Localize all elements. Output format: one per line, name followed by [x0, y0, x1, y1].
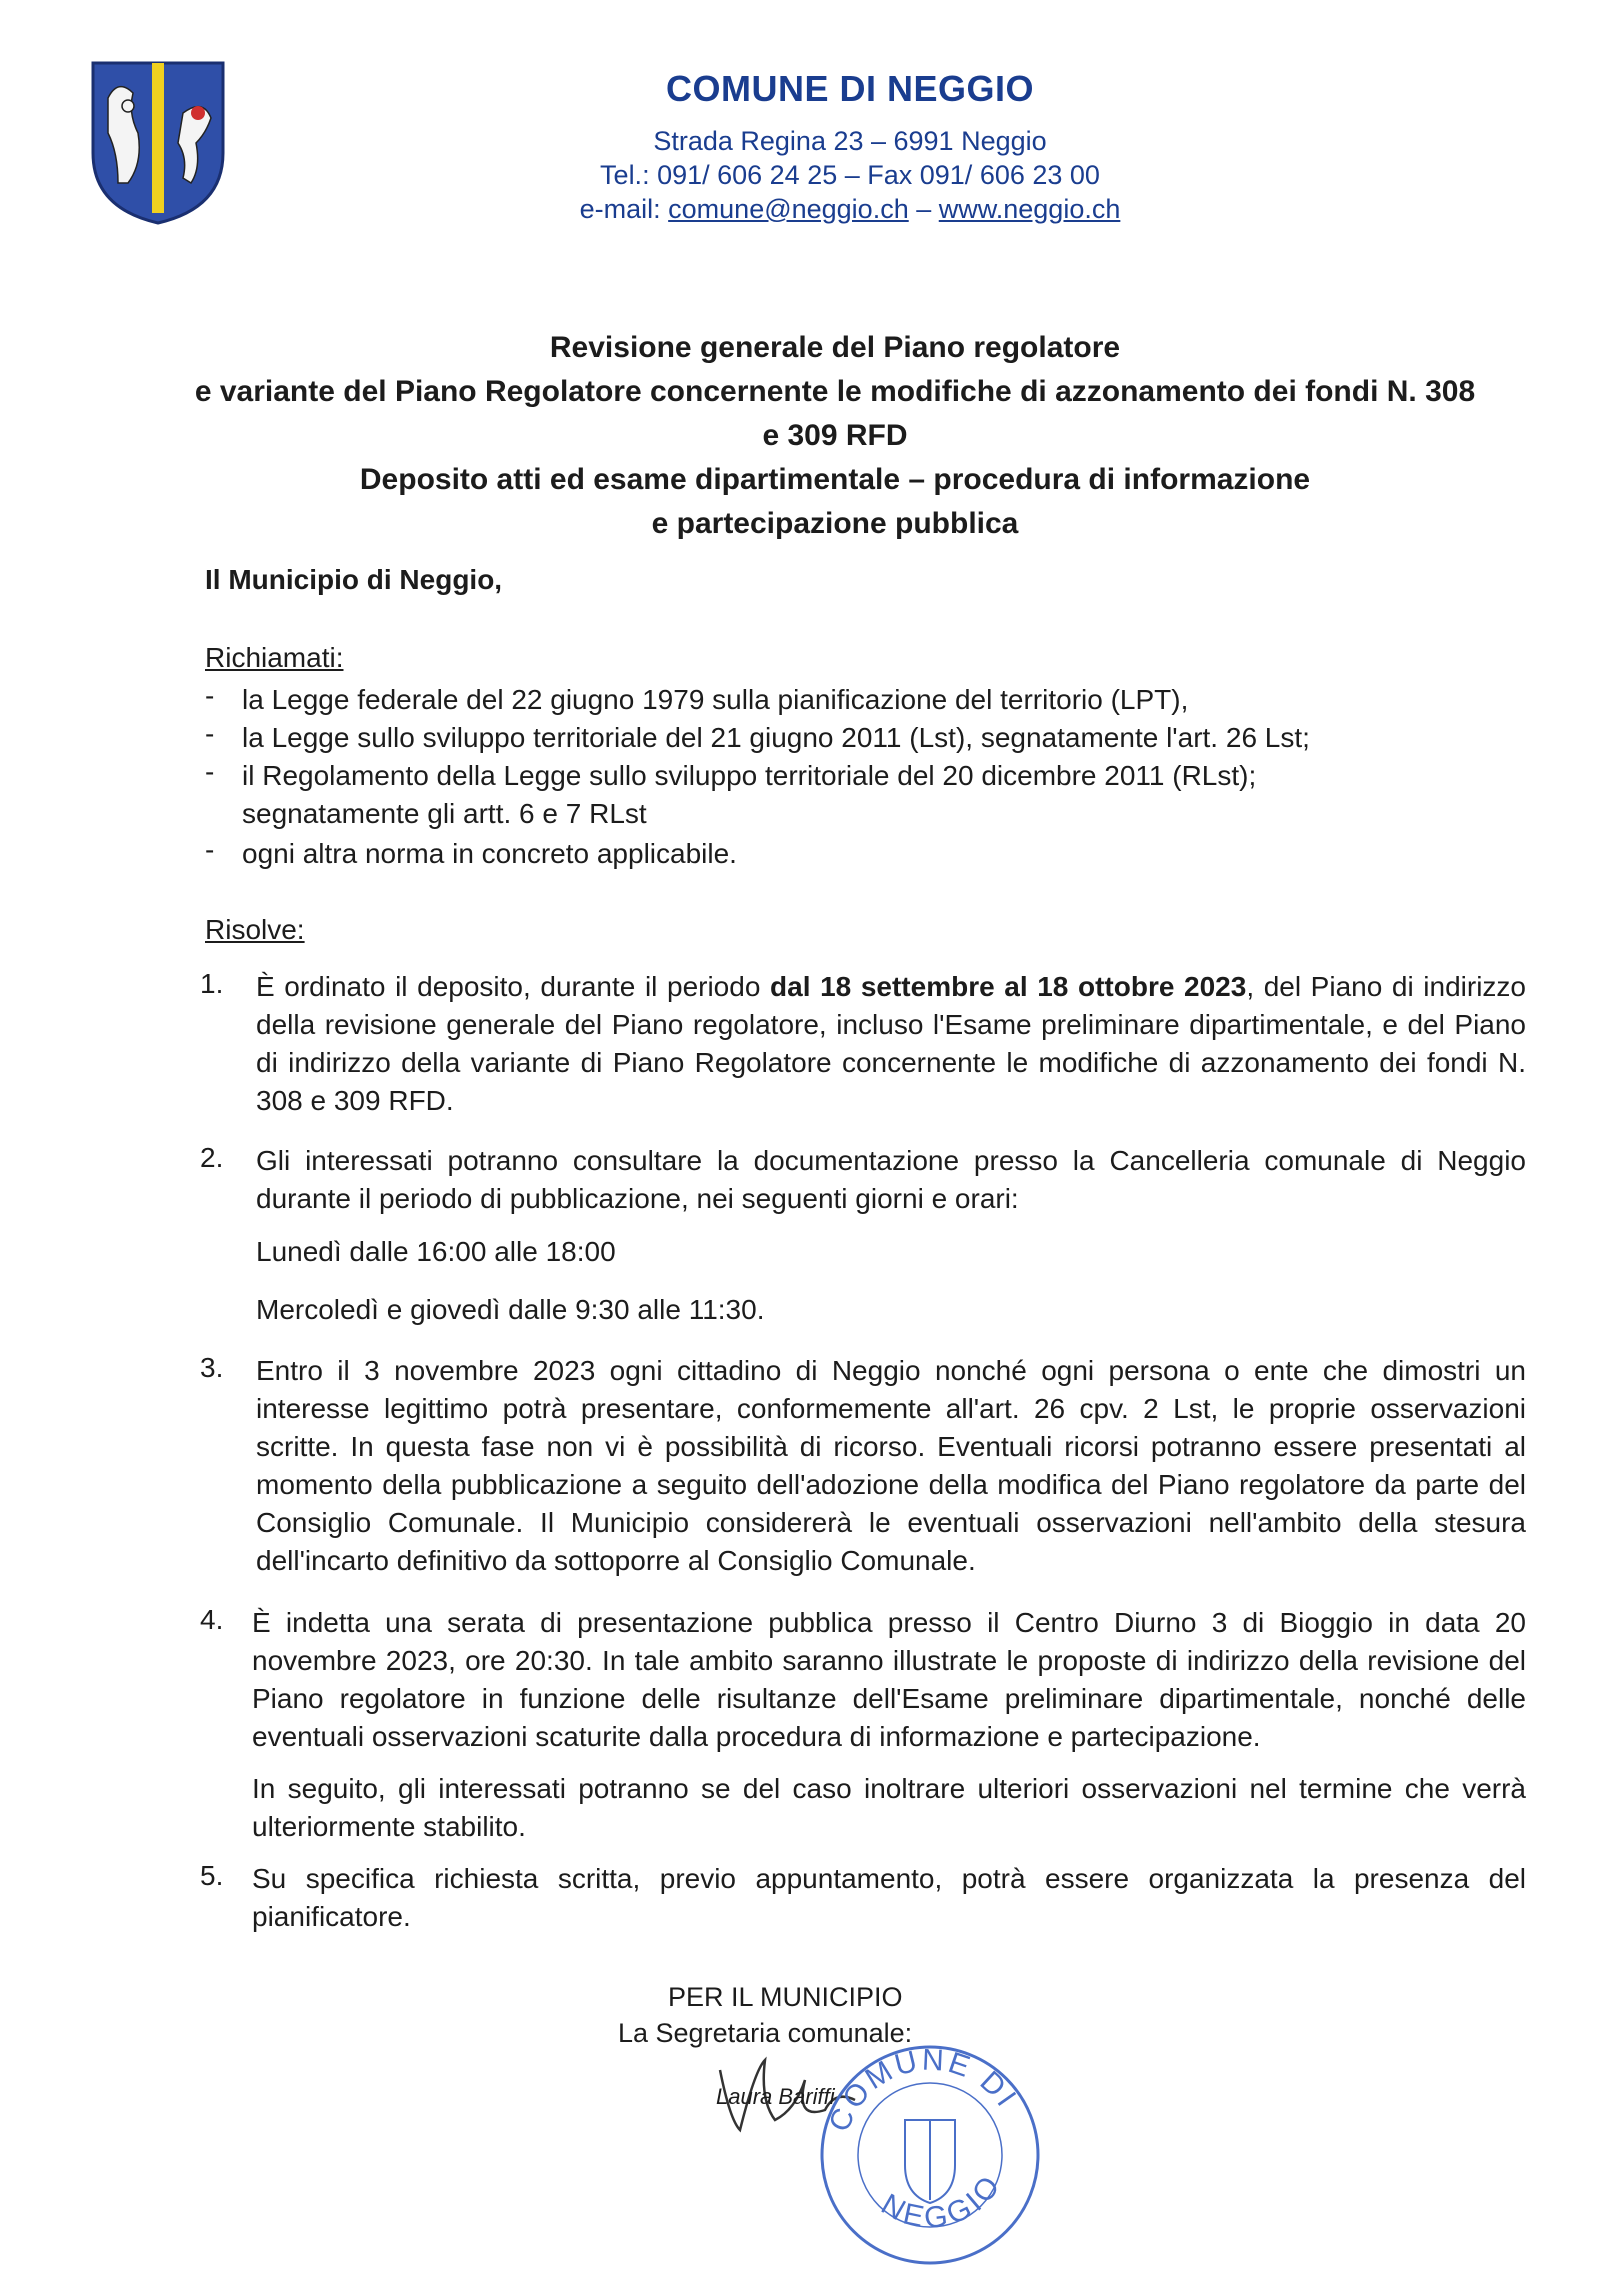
- risolve-item-4: È indetta una serata di presentazione pubblica presso il Centro Diurno 3 di Bioggio in data 20 novembre 2023, ore 20:30. In tale ambito saranno illustrate le proposte di indirizzo della revisione del Piano regolatore in funzione delle risultanze dell'Esame preliminare dipartimentale, nonché delle eventuali osservazioni scaturite dalla procedura di informazione e partecipazione.: [252, 1607, 1526, 1752]
- richiamati-item-3: il Regolamento della Legge sullo sviluppo territoriale del 20 dicembre 2011 (RLst);: [242, 760, 1257, 791]
- opening-hours-1: Lunedì dalle 16:00 alle 18:00: [256, 1236, 616, 1267]
- risolve-item-3: Entro il 3 novembre 2023 ogni cittadino di Neggio nonché ogni persona o ente che dimostri un interesse legittimo potrà presentare, conformemente all'art. 26 cpv. 2 Lst, le proprie osservazioni scritte. In questa fase non vi è possibilità di ricorso. Eventuali ricorsi potranno essere presentati al momento della pubblicazione a seguito dell'adozione della modifica del Piano regolatore da parte del Consiglio Comunale. Il Municipio considererà le eventuali osservazioni nell'ambito della stesura dell'incarto definitivo da sottoporre al Consiglio Comunale.: [256, 1355, 1526, 1576]
- item-1-period: dal 18 settembre al 18 ottobre 2023: [770, 971, 1247, 1002]
- risolve-item-4-extra: In seguito, gli interessati potranno se del caso inoltrare ulteriori osservazioni nel termine che verrà ulteriormente stabilito.: [252, 1773, 1526, 1842]
- richiamati-heading: Richiamati:: [205, 642, 344, 673]
- title-line-1: Revisione generale del Piano regolatore: [549, 331, 1121, 364]
- item-number: 5.: [200, 1860, 224, 1891]
- municipality-contacts: [300, 194, 1400, 225]
- stamp-text-bottom: NEGGIO: [875, 2167, 1009, 2236]
- email-link[interactable]: comune@neggio.ch: [668, 194, 909, 224]
- title-line-2: e variante del Piano Regolatore concernente le modifiche di azzonamento dei fondi N. 308: [194, 375, 1476, 408]
- item-1-text-start: È ordinato il deposito, durante il periodo: [256, 971, 771, 1002]
- item-number: 4.: [200, 1604, 224, 1635]
- municipal-stamp-icon: [815, 2040, 1045, 2270]
- municipality-address: Strada Regina 23 – 6991 Neggio: [653, 126, 1047, 156]
- risolve-heading: Risolve:: [205, 914, 305, 945]
- list-bullet: -: [205, 718, 215, 749]
- item-1-text-end: , del Piano di indirizzo della revisione generale del Piano regolatore, incluso l'Esame preliminare dipartimentale, e del Piano di indirizzo della variante di Piano Regolatore concernente le modifiche di azzonamento dei fondi N. 308 e 309 RFD.: [256, 971, 1526, 1116]
- website-link[interactable]: www.neggio.ch: [938, 194, 1121, 224]
- signature-role: La Segretaria comunale:: [618, 2018, 913, 2048]
- contact-separator: –: [908, 194, 939, 224]
- opening-hours-2: Mercoledì e giovedì dalle 9:30 alle 11:30.: [256, 1294, 765, 1325]
- richiamati-item-2: la Legge sullo sviluppo territoriale del 21 giugno 2011 (Lst), segnatamente l'art. 26 Lst;: [242, 722, 1310, 753]
- municipality-phone: Tel.: 091/ 606 24 25 – Fax 091/ 606 23 00: [600, 160, 1100, 190]
- risolve-item-2: Gli interessati potranno consultare la documentazione presso la Cancelleria comunale di Neggio durante il periodo di pubblicazione, nei seguenti giorni e orari:: [256, 1145, 1526, 1214]
- richiamati-item-3-cont: segnatamente gli artt. 6 e 7 RLst: [242, 798, 647, 829]
- item-number: 1.: [200, 968, 224, 999]
- item-number: 3.: [200, 1352, 224, 1383]
- list-bullet: -: [205, 834, 215, 865]
- email-label: e-mail:: [579, 194, 669, 224]
- stamp-text-top: COMUNE DI: [822, 2043, 1024, 2137]
- richiamati-item-4: ogni altra norma in concreto applicabile.: [242, 838, 737, 869]
- title-line-5: e partecipazione pubblica: [651, 507, 1019, 540]
- title-line-3: e 309 RFD: [762, 419, 908, 452]
- signature-heading: PER IL MUNICIPIO: [668, 1982, 903, 2012]
- risolve-item-1: [256, 968, 1526, 1120]
- item-number: 2.: [200, 1142, 224, 1173]
- municipality-name: COMUNE DI NEGGIO: [665, 68, 1035, 109]
- risolve-item-5: Su specifica richiesta scritta, previo appuntamento, potrà essere organizzata la presenza del pianificatore.: [252, 1863, 1526, 1932]
- richiamati-item-1: la Legge federale del 22 giugno 1979 sulla pianificazione del territorio (LPT),: [242, 684, 1189, 715]
- list-bullet: -: [205, 680, 215, 711]
- intro-text: Il Municipio di Neggio,: [205, 564, 503, 595]
- svg-text:NEGGIO: [876, 2167, 1009, 2235]
- signatory-name: Laura Bariffi: [716, 2084, 835, 2109]
- title-line-4: Deposito atti ed esame dipartimentale – procedura di informazione: [359, 463, 1311, 496]
- list-bullet: -: [205, 756, 215, 787]
- municipal-crest-icon: [88, 58, 228, 228]
